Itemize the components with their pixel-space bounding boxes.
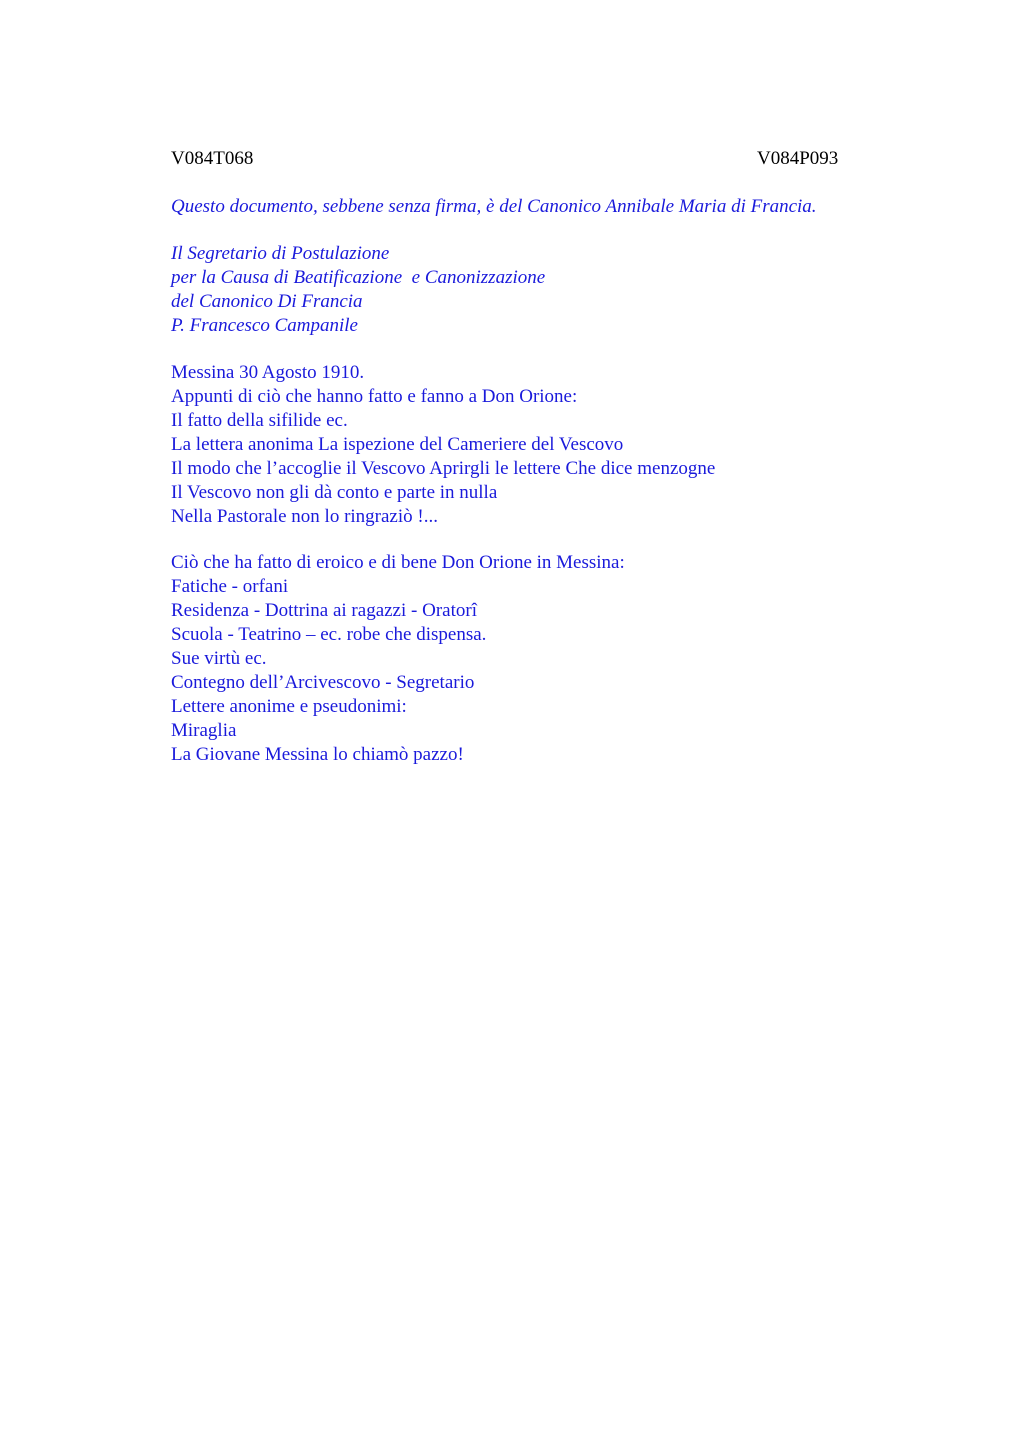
document-code-right: V084P093 (757, 148, 839, 169)
signature-line: Il Segretario di Postulazione (171, 243, 390, 264)
attribution-note: Questo documento, sebbene senza firma, è del Canonico Annibale Maria di Francia. (171, 196, 817, 217)
notes-section (171, 361, 715, 529)
deeds-line: Ciò che ha fatto di eroico e di bene Don Orione in Messina: (171, 552, 625, 573)
deeds-line: Miraglia (171, 720, 237, 741)
notes-line: Appunti di ciò che hanno fatto e fanno a Don Orione: (171, 386, 578, 407)
deeds-section (171, 551, 625, 767)
notes-line: Il modo che l’accoglie il Vescovo Aprirgli le lettere Che dice menzogne (171, 458, 716, 479)
deeds-line: Scuola - Teatrino – ec. robe che dispensa. (171, 624, 487, 645)
deeds-line: Sue virtù ec. (171, 648, 267, 669)
deeds-line: Contegno dell’Arcivescovo - Segretario (171, 672, 475, 693)
deeds-line: Lettere anonime e pseudonimi: (171, 696, 407, 717)
notes-line: La lettera anonima La ispezione del Cameriere del Vescovo (171, 434, 624, 455)
document-code-left: V084T068 (171, 148, 254, 169)
notes-line: Messina 30 Agosto 1910. (171, 362, 365, 383)
postulation-signature (171, 242, 545, 338)
deeds-line: Residenza - Dottrina ai ragazzi - Oratorî (171, 600, 477, 621)
notes-line: Nella Pastorale non lo ringraziò !... (171, 506, 438, 527)
deeds-line: La Giovane Messina lo chiamò pazzo! (171, 744, 464, 765)
notes-line: Il fatto della sifilide ec. (171, 410, 348, 431)
signature-line: del Canonico Di Francia (171, 291, 363, 312)
deeds-line: Fatiche - orfani (171, 576, 289, 597)
signature-line: P. Francesco Campanile (171, 315, 358, 336)
notes-line: Il Vescovo non gli dà conto e parte in nulla (171, 482, 498, 503)
signature-line: per la Causa di Beatificazione e Canonizzazione (171, 267, 546, 288)
